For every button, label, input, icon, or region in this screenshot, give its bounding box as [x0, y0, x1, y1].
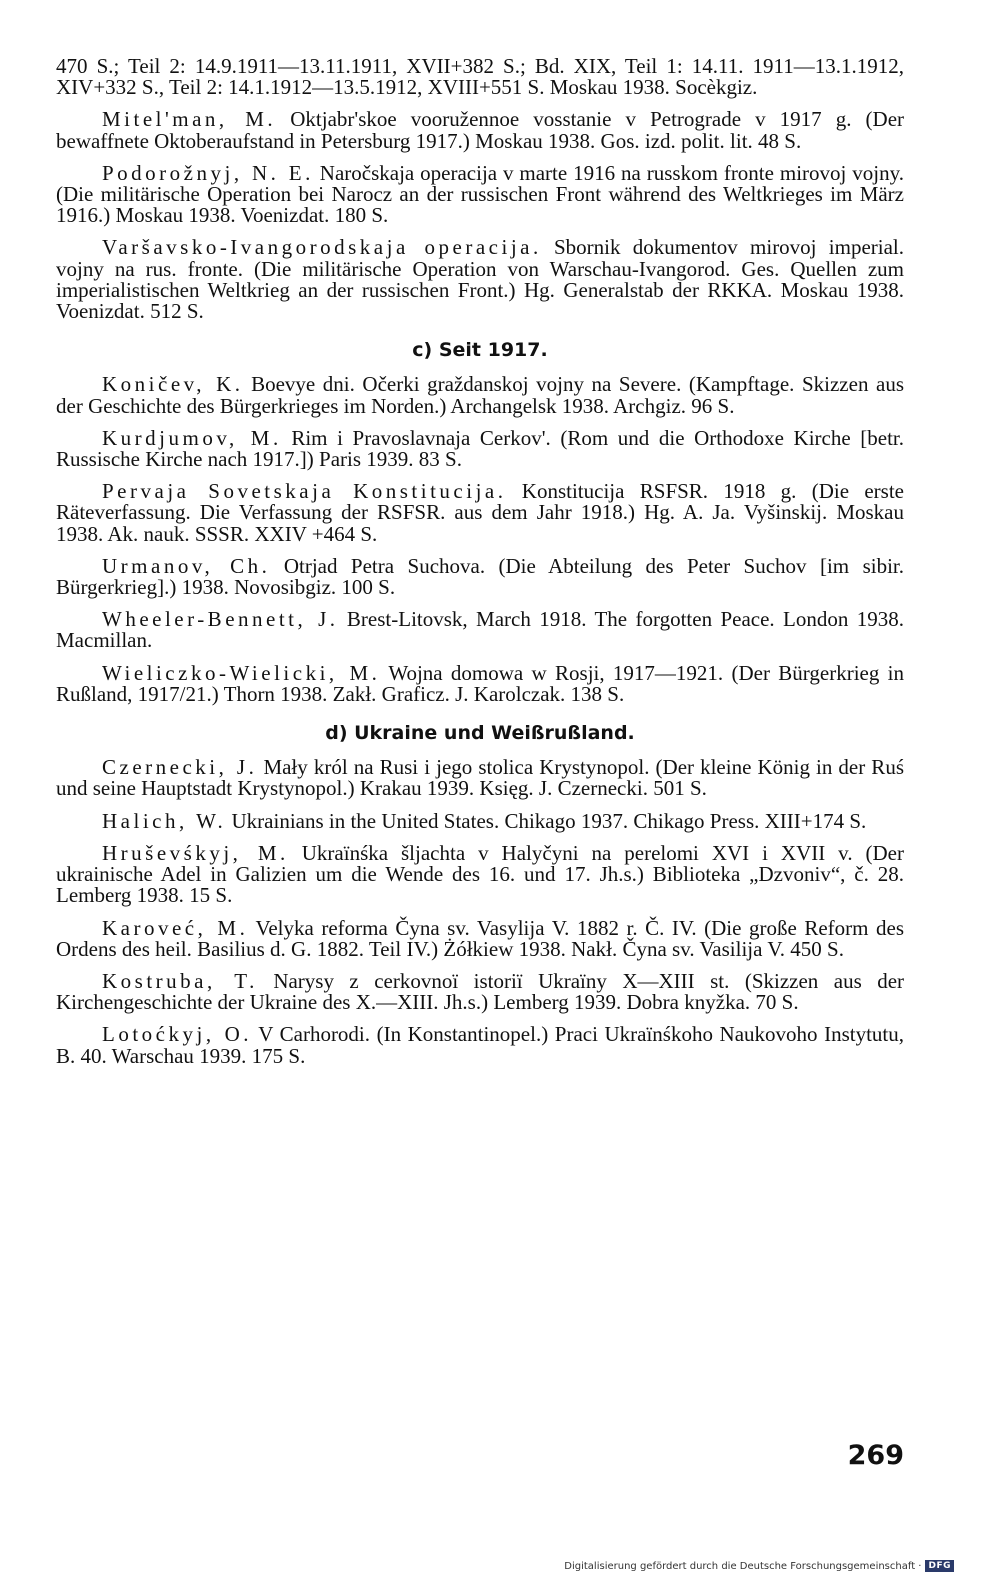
digitization-credit — [564, 1560, 954, 1572]
entry-text: Boevye dni. Očerki graždanskoj vojny na Severe. (Kampftage. Skizzen aus der Geschichte des Bürgerkrieges im Norden.) Archangelsk 1938. Archgiz. 96 S. — [56, 372, 905, 418]
entry-text: Mały król na Rusi i jego stolica Krystynopol. (Der kleine König in der Ruś und seine Hauptstadt Krystynopol.) Krakau 1939. Księg. J. Czernecki. 501 S. — [56, 755, 904, 801]
entry-author: Kostruba, T. — [102, 968, 258, 993]
entry-text: V Carhorodi. (In Konstantinopel.) Praci Ukraïnśkoho Naukovoho Instytutu, B. 40. Warschau 1939. 175 S. — [56, 1022, 905, 1068]
bibliography-entry — [56, 109, 904, 151]
entry-text: Sbornik dokumentov mirovoj imperial. vojny na rus. fronte. (Die militärische Operation von Warschau-Ivangorod. Ges. Quellen zum imperialistischen Weltkrieg an der russischen Front.) Hg. Generalstab der RKKA. Moskau 1938. Voenizdat. 512 S. — [56, 235, 905, 324]
bibliography-entry — [56, 425, 904, 472]
bibliography-entry — [56, 160, 904, 228]
entry-author: Podorožnyj, N. E. — [102, 160, 314, 185]
entry-text: Otrjad Petra Suchova. (Die Abteilung des Peter Suchov [im sibir. Bürgerkrieg].) 1938. Novosibgiz. 100 S. — [56, 553, 904, 600]
bibliography-entry — [56, 374, 904, 416]
bibliography-entry — [56, 840, 904, 908]
entry-author: Czernecki, J. — [102, 755, 258, 780]
bibliography-entry — [56, 915, 904, 961]
continuation-entry — [56, 56, 904, 98]
entry-author: Lotoćkyj, O. — [102, 1022, 253, 1047]
section-heading-seit-1917: c) Seit 1917. — [412, 339, 548, 362]
bibliography-entry — [56, 553, 904, 600]
entry-author: Halich, W. — [102, 808, 227, 833]
bibliography-entry — [56, 609, 904, 651]
entry-text: Velyka reforma Čyna sv. Vasylija V. 1882 r. Č. IV. (Die große Reform des Ordens des heil. Basilius d. G. 1882. Teil IV.) Żółkiew 1938. Nakł. Čyna sv. Vasilija V. 450 S. — [56, 915, 904, 961]
bibliography-entry — [56, 1024, 904, 1066]
entry-text: 470 S.; Teil 2: 14.9.1911—13.11.1911, XVII+382 S.; Bd. XIX, Teil 1: 14.11. 1911—13.1.1912, XIV+332 S., Teil 2: 14.1.1912—13.5.1912, XVIII+551 S. Moskau 1938. Socèkgiz. — [56, 54, 904, 100]
entry-author: Urmanov, Ch. — [102, 553, 271, 578]
bibliography-entry — [56, 757, 904, 799]
entry-author: Hruševśkyj, M. — [102, 840, 289, 865]
entry-text: Konstitucija RSFSR. 1918 g. (Die erste Räteverfassung. Die Verfassung der RSFSR. aus dem Jahr 1918.) Hg. A. Ja. Vyšinskij. Moskau 1938. Ak. nauk. SSSR. XXIV +464 S. — [56, 479, 904, 546]
entry-author: Karoveć, M. — [102, 915, 249, 940]
dfg-logo-icon: DFG — [925, 1560, 954, 1572]
bibliography-entry — [56, 481, 904, 545]
entry-author: Koničev, K. — [102, 372, 244, 397]
entry-author: Mitel'man, M. — [102, 107, 277, 132]
entry-author: Varšavsko-Ivangorodskaja operacija. — [102, 235, 542, 260]
entry-text: Naročskaja operacija v marte 1916 na russkom fronte mirovoj vojny. (Die militärische Operation bei Narocz an der russischen Front während des Weltkrieges im März 1916.) Moskau 1938. Voenizdat. 180 S. — [56, 160, 904, 228]
credit-text: Digitalisierung gefördert durch die Deutsche Forschungsgemeinschaft · — [564, 1560, 922, 1572]
entry-text: Ukrainians in the United States. Chikago 1937. Chikago Press. XIII+174 S. — [231, 808, 867, 833]
bibliography-entry — [56, 660, 904, 706]
entry-author: Pervaja Sovetskaja Konstitucija. — [102, 479, 507, 504]
bibliography-page — [56, 56, 904, 1078]
entry-text: Oktjabr'skoe vooružennoe vosstanie v Petrograde v 1917 g. (Der bewaffnete Oktoberaufstand in Petersburg 1917.) Moskau 1938. Gos. izd. polit. lit. 48 S. — [56, 107, 905, 153]
bibliography-entry — [56, 968, 905, 1015]
entry-text: Narysy z cerkovnoï istoriï Ukraïny X—XIII st. (Skizzen aus der Kirchengeschichte der Ukraine des X.—XIII. Jh.s.) Lemberg 1939. Dobra knyžka. 70 S. — [56, 968, 905, 1015]
bibliography-entry — [56, 808, 904, 833]
page-number: 269 — [847, 1440, 904, 1471]
entry-text: Brest-Litovsk, March 1918. The forgotten Peace. London 1938. Macmillan. — [56, 607, 904, 653]
entry-text: Ukraïnśka šljachta v Halyčyni na perelomi XVI i XVII v. (Der ukrainische Adel in Galizien um die Wende des 16. und 17. Jh.s.) Biblioteka „Dzvoniv“, č. 28. Lemberg 1938. 15 S. — [56, 840, 904, 908]
entry-text: Rim i Pravoslavnaja Cerkov'. (Rom und die Orthodoxe Kirche [betr. Russische Kirche nach 1917.]) Paris 1939. 83 S. — [56, 425, 904, 472]
entry-text: Wojna domowa w Rosji, 1917—1921. (Der Bürgerkrieg in Rußland, 1917/21.) Thorn 1938. Zakł. Graficz. J. Karolczak. 138 S. — [56, 660, 904, 706]
entry-author: Kurdjumov, M. — [102, 425, 282, 450]
section-heading-ukraine: d) Ukraine und Weißrußland. — [325, 722, 635, 745]
bibliography-entry — [56, 237, 904, 322]
entry-author: Wheeler-Bennett, J. — [102, 607, 339, 632]
entry-author: Wieliczko-Wielicki, M. — [102, 660, 381, 685]
